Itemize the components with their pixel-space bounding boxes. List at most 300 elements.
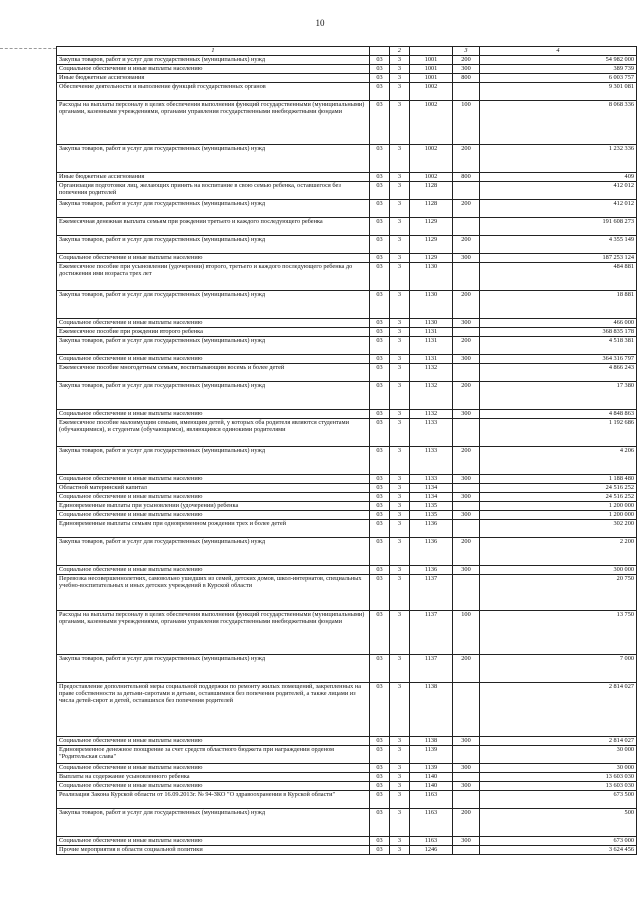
row-code-sub: 3 [390,846,410,855]
row-name: Социальное обеспечение и иные выплаты населению [57,566,370,575]
row-amount: 7 000 [480,655,637,683]
row-code-sub: 3 [390,236,410,254]
row-code-item: 1139 [410,764,453,773]
row-code-type: 200 [453,291,480,319]
row-code-item: 1140 [410,773,453,782]
row-code-type: 200 [453,538,480,566]
row-code-item: 1137 [410,575,453,611]
row-amount: 1 200 000 [480,511,637,520]
row-name: Предоставление дополнительной меры социальной поддержки по ремонту жилых помещений, закрепленных на праве собственности за детьми-сиротами и детьми, оставшимися без попечения родителей, а также лицами из числа детей-сирот и детей, оставшихся без попечения родителей [57,683,370,737]
row-code-item: 1002 [410,173,453,182]
row-code-item: 1134 [410,484,453,493]
row-amount: 13 750 [480,611,637,655]
row-code-type [453,575,480,611]
row-name: Социальное обеспечение и иные выплаты населению [57,475,370,484]
row-name: Социальное обеспечение и иные выплаты населению [57,764,370,773]
row-code-item: 1137 [410,611,453,655]
header-col-2: 2 [390,47,410,56]
row-amount: 30 000 [480,746,637,764]
row-code-sub: 3 [390,319,410,328]
row-amount: 4 355 149 [480,236,637,254]
row-code-sub: 3 [390,475,410,484]
table-row [57,655,637,683]
row-code-item: 1135 [410,502,453,511]
table-row [57,809,637,837]
row-code-type: 200 [453,145,480,173]
row-code-sub: 3 [390,101,410,145]
row-name: Выплаты на содержание усыновленного ребенка [57,773,370,782]
table-row [57,791,637,809]
row-name: Закупка товаров, работ и услуг для государственных (муниципальных) нужд [57,538,370,566]
row-code-type [453,364,480,382]
row-code-type: 300 [453,355,480,364]
row-code-section: 03 [370,737,390,746]
row-code-section: 03 [370,809,390,837]
table-row [57,419,637,447]
row-code-section: 03 [370,611,390,655]
row-code-type [453,419,480,447]
row-amount: 409 [480,173,637,182]
row-code-item: 1140 [410,782,453,791]
table-row [57,611,637,655]
row-amount: 13 603 030 [480,773,637,782]
row-code-section: 03 [370,200,390,218]
row-code-item: 1134 [410,493,453,502]
row-name: Иные бюджетные ассигнования [57,173,370,182]
row-name: Ежемесячное пособие при рождении второго ребенка [57,328,370,337]
row-code-sub: 3 [390,182,410,200]
row-code-section: 03 [370,263,390,291]
row-code-sub: 3 [390,655,410,683]
row-amount: 673 500 [480,791,637,809]
table-row [57,575,637,611]
row-name: Ежемесячная денежная выплата семьям при рождении третьего и каждого последующего ребенка [57,218,370,236]
row-code-item: 1130 [410,263,453,291]
row-amount: 18 881 [480,291,637,319]
row-code-item: 1132 [410,364,453,382]
row-amount: 2 814 027 [480,683,637,737]
table-row [57,328,637,337]
row-code-section: 03 [370,773,390,782]
row-code-type: 200 [453,447,480,475]
row-amount: 302 200 [480,520,637,538]
row-code-sub: 3 [390,410,410,419]
row-name: Социальное обеспечение и иные выплаты населению [57,737,370,746]
row-amount: 2 814 027 [480,737,637,746]
table-row [57,493,637,502]
row-code-section: 03 [370,101,390,145]
row-code-item: 1246 [410,846,453,855]
row-code-type [453,791,480,809]
row-name: Реализация Закона Курской области от 16.09.2013г. № 94-ЗКО "О здравоохранении в Курской области" [57,791,370,809]
row-name: Социальное обеспечение и иные выплаты населению [57,410,370,419]
row-code-sub: 3 [390,447,410,475]
row-code-item: 1131 [410,355,453,364]
header-col-2b [410,47,453,56]
row-code-type [453,746,480,764]
budget-table [56,46,637,855]
row-amount: 1 200 000 [480,502,637,511]
row-amount: 20 750 [480,575,637,611]
row-code-item: 1133 [410,447,453,475]
row-code-section: 03 [370,538,390,566]
row-name: Закупка товаров, работ и услуг для государственных (муниципальных) нужд [57,145,370,173]
row-code-section: 03 [370,83,390,101]
row-code-section: 03 [370,355,390,364]
row-code-item: 1128 [410,182,453,200]
row-name: Социальное обеспечение и иные выплаты населению [57,837,370,846]
row-amount: 8 068 336 [480,101,637,145]
row-code-type: 200 [453,655,480,683]
table-row [57,236,637,254]
header-col-3: 3 [453,47,480,56]
table-row [57,355,637,364]
row-code-item: 1132 [410,410,453,419]
table-row [57,566,637,575]
row-amount: 466 000 [480,319,637,328]
row-code-section: 03 [370,764,390,773]
table-row [57,520,637,538]
row-name: Закупка товаров, работ и услуг для государственных (муниципальных) нужд [57,291,370,319]
table-row [57,511,637,520]
row-code-item: 1138 [410,737,453,746]
row-code-type: 300 [453,511,480,520]
header-col-2a [370,47,390,56]
row-amount: 673 000 [480,837,637,846]
row-code-sub: 3 [390,746,410,764]
row-code-section: 03 [370,182,390,200]
table-row [57,182,637,200]
row-name: Единовременные выплаты при усыновлении (удочерении) ребенка [57,502,370,511]
row-code-sub: 3 [390,484,410,493]
row-name: Единовременные выплаты семьям при одновременном рождении трех и более детей [57,520,370,538]
table-header-row [57,47,637,56]
table-row [57,746,637,764]
table-row [57,737,637,746]
row-code-item: 1002 [410,83,453,101]
row-code-item: 1001 [410,65,453,74]
row-code-section: 03 [370,846,390,855]
row-code-section: 03 [370,382,390,410]
row-code-sub: 3 [390,145,410,173]
row-code-section: 03 [370,837,390,846]
table-row [57,782,637,791]
row-code-sub: 3 [390,791,410,809]
row-code-sub: 3 [390,328,410,337]
row-code-section: 03 [370,791,390,809]
row-amount: 4 518 381 [480,337,637,355]
row-amount: 24 516 252 [480,484,637,493]
row-amount: 500 [480,809,637,837]
row-amount: 54 982 000 [480,56,637,65]
row-code-type: 300 [453,65,480,74]
table-row [57,773,637,782]
row-code-sub: 3 [390,263,410,291]
row-code-section: 03 [370,419,390,447]
table-row [57,218,637,236]
row-code-item: 1138 [410,683,453,737]
row-name: Иные бюджетные ассигнования [57,74,370,83]
row-code-type: 300 [453,410,480,419]
row-code-sub: 3 [390,683,410,737]
row-name: Закупка товаров, работ и услуг для государственных (муниципальных) нужд [57,382,370,410]
row-name: Обеспечение деятельности и выполнение функций государственных органов [57,83,370,101]
row-code-section: 03 [370,364,390,382]
row-code-type: 300 [453,493,480,502]
table-row [57,101,637,145]
row-code-section: 03 [370,328,390,337]
row-code-type [453,263,480,291]
row-code-section: 03 [370,173,390,182]
row-code-item: 1135 [410,511,453,520]
row-amount: 364 316 797 [480,355,637,364]
row-code-type [453,846,480,855]
row-name: Организация подготовки лиц, желающих принять на воспитание в свою семью ребенка, оставшегося без попечения родителей [57,182,370,200]
row-name: Ежемесячное пособие малоимущим семьям, имеющим детей, у которых оба родителя являются студентами (обучающимися), и студентам (обучающимся), являющимся одинокими родителями [57,419,370,447]
row-code-section: 03 [370,291,390,319]
row-code-sub: 3 [390,511,410,520]
row-amount: 300 000 [480,566,637,575]
row-code-sub: 3 [390,782,410,791]
row-code-sub: 3 [390,837,410,846]
row-code-section: 03 [370,511,390,520]
row-code-sub: 3 [390,764,410,773]
row-code-type [453,218,480,236]
row-code-section: 03 [370,484,390,493]
table-row [57,200,637,218]
row-code-item: 1137 [410,655,453,683]
row-amount: 187 253 124 [480,254,637,263]
row-code-item: 1139 [410,746,453,764]
row-amount: 13 603 030 [480,782,637,791]
row-code-section: 03 [370,145,390,173]
row-code-sub: 3 [390,520,410,538]
row-code-type [453,83,480,101]
row-name: Закупка товаров, работ и услуг для государственных (муниципальных) нужд [57,447,370,475]
row-code-item: 1001 [410,74,453,83]
row-name: Социальное обеспечение и иные выплаты населению [57,319,370,328]
row-code-sub: 3 [390,83,410,101]
row-code-type [453,773,480,782]
table-row [57,683,637,737]
row-code-type [453,683,480,737]
row-code-item: 1129 [410,236,453,254]
row-amount: 9 301 081 [480,83,637,101]
row-code-type: 200 [453,236,480,254]
row-code-type: 100 [453,101,480,145]
table-row [57,364,637,382]
row-code-item: 1129 [410,254,453,263]
row-amount: 389 739 [480,65,637,74]
row-code-item: 1131 [410,328,453,337]
row-code-type [453,182,480,200]
row-code-sub: 3 [390,291,410,319]
row-code-item: 1163 [410,837,453,846]
row-name: Закупка товаров, работ и услуг для государственных (муниципальных) нужд [57,56,370,65]
table-row [57,484,637,493]
table-row [57,83,637,101]
row-name: Закупка товаров, работ и услуг для государственных (муниципальных) нужд [57,809,370,837]
row-name: Социальное обеспечение и иные выплаты населению [57,254,370,263]
table-row [57,74,637,83]
row-code-sub: 3 [390,575,410,611]
table-row [57,319,637,328]
row-code-item: 1001 [410,56,453,65]
row-code-sub: 3 [390,173,410,182]
row-code-item: 1163 [410,809,453,837]
row-code-item: 1128 [410,200,453,218]
row-code-type [453,484,480,493]
row-code-sub: 3 [390,355,410,364]
row-amount: 4 206 [480,447,637,475]
row-code-section: 03 [370,746,390,764]
row-name: Закупка товаров, работ и услуг для государственных (муниципальных) нужд [57,337,370,355]
row-code-sub: 3 [390,364,410,382]
row-code-sub: 3 [390,493,410,502]
row-code-section: 03 [370,56,390,65]
table-row [57,382,637,410]
table-row [57,263,637,291]
row-name: Единовременное денежное поощрение за счет средств областного бюджета при награждении орденом "Родительская слава" [57,746,370,764]
row-code-sub: 3 [390,56,410,65]
row-name: Социальное обеспечение и иные выплаты населению [57,65,370,74]
row-amount: 6 003 757 [480,74,637,83]
row-code-item: 1131 [410,337,453,355]
table-row [57,475,637,484]
row-code-type: 300 [453,737,480,746]
row-code-type: 200 [453,56,480,65]
row-code-sub: 3 [390,737,410,746]
row-code-type: 800 [453,173,480,182]
row-name: Расходы на выплаты персоналу в целях обеспечения выполнения функций государственными (муниципальными) органами, казенными учреждениями, органами управления государственными внебюджетными фондами [57,611,370,655]
row-code-item: 1133 [410,419,453,447]
row-code-type [453,328,480,337]
row-code-type: 200 [453,337,480,355]
row-code-type: 300 [453,319,480,328]
table-row [57,291,637,319]
row-code-sub: 3 [390,502,410,511]
row-code-sub: 3 [390,337,410,355]
row-code-item: 1130 [410,319,453,328]
row-name: Социальное обеспечение и иные выплаты населению [57,493,370,502]
table-row [57,764,637,773]
row-name: Социальное обеспечение и иные выплаты населению [57,782,370,791]
row-code-item: 1136 [410,520,453,538]
table-row [57,447,637,475]
table-row [57,337,637,355]
row-name: Закупка товаров, работ и услуг для государственных (муниципальных) нужд [57,655,370,683]
row-code-section: 03 [370,575,390,611]
row-code-section: 03 [370,566,390,575]
row-code-item: 1130 [410,291,453,319]
row-amount: 2 200 [480,538,637,566]
row-code-section: 03 [370,782,390,791]
table-row [57,538,637,566]
row-amount: 1 188 480 [480,475,637,484]
row-amount: 368 835 178 [480,328,637,337]
row-code-item: 1132 [410,382,453,410]
scan-artifact [0,48,56,49]
row-amount: 17 380 [480,382,637,410]
row-code-section: 03 [370,337,390,355]
row-amount: 412 012 [480,200,637,218]
row-amount: 1 192 686 [480,419,637,447]
page-number: 10 [315,18,325,28]
row-code-item: 1002 [410,145,453,173]
row-code-section: 03 [370,447,390,475]
header-col-1: 1 [57,47,370,56]
row-code-sub: 3 [390,254,410,263]
row-code-section: 03 [370,683,390,737]
table-row [57,502,637,511]
row-name: Социальное обеспечение и иные выплаты населению [57,355,370,364]
table-row [57,254,637,263]
row-code-item: 1136 [410,538,453,566]
row-amount: 191 608 273 [480,218,637,236]
row-code-type: 300 [453,475,480,484]
table-row [57,846,637,855]
row-code-type: 300 [453,837,480,846]
row-code-section: 03 [370,319,390,328]
row-code-sub: 3 [390,382,410,410]
row-code-sub: 3 [390,74,410,83]
row-name: Ежемесячное пособие многодетным семьям, воспитывающим восемь и более детей [57,364,370,382]
row-code-sub: 3 [390,538,410,566]
table-row [57,65,637,74]
row-amount: 1 232 336 [480,145,637,173]
table-row [57,173,637,182]
row-code-type: 200 [453,809,480,837]
row-code-section: 03 [370,218,390,236]
row-amount: 4 848 863 [480,410,637,419]
row-code-type: 800 [453,74,480,83]
row-code-type: 100 [453,611,480,655]
row-code-item: 1002 [410,101,453,145]
row-code-type [453,502,480,511]
row-name: Закупка товаров, работ и услуг для государственных (муниципальных) нужд [57,200,370,218]
row-name: Перевозка несовершеннолетних, самовольно ушедших из семей, детских домов, школ-интернатов, специальных учебно-воспитательных и иных детских учреждений в Курской области [57,575,370,611]
table-row [57,56,637,65]
row-amount: 484 881 [480,263,637,291]
row-code-section: 03 [370,520,390,538]
row-code-section: 03 [370,65,390,74]
row-code-type: 300 [453,566,480,575]
row-code-sub: 3 [390,773,410,782]
table-row [57,145,637,173]
row-code-sub: 3 [390,419,410,447]
row-code-sub: 3 [390,566,410,575]
row-code-type: 300 [453,254,480,263]
row-code-type: 200 [453,200,480,218]
row-code-sub: 3 [390,611,410,655]
row-code-type: 200 [453,382,480,410]
row-amount: 3 624 456 [480,846,637,855]
row-code-item: 1129 [410,218,453,236]
row-code-item: 1136 [410,566,453,575]
row-code-section: 03 [370,502,390,511]
row-code-section: 03 [370,475,390,484]
row-code-section: 03 [370,74,390,83]
table-body [57,56,637,855]
row-code-type [453,520,480,538]
row-code-section: 03 [370,655,390,683]
row-amount: 4 866 243 [480,364,637,382]
row-code-section: 03 [370,410,390,419]
row-amount: 24 516 252 [480,493,637,502]
row-name: Социальное обеспечение и иные выплаты населению [57,511,370,520]
row-code-section: 03 [370,254,390,263]
row-code-type: 300 [453,764,480,773]
